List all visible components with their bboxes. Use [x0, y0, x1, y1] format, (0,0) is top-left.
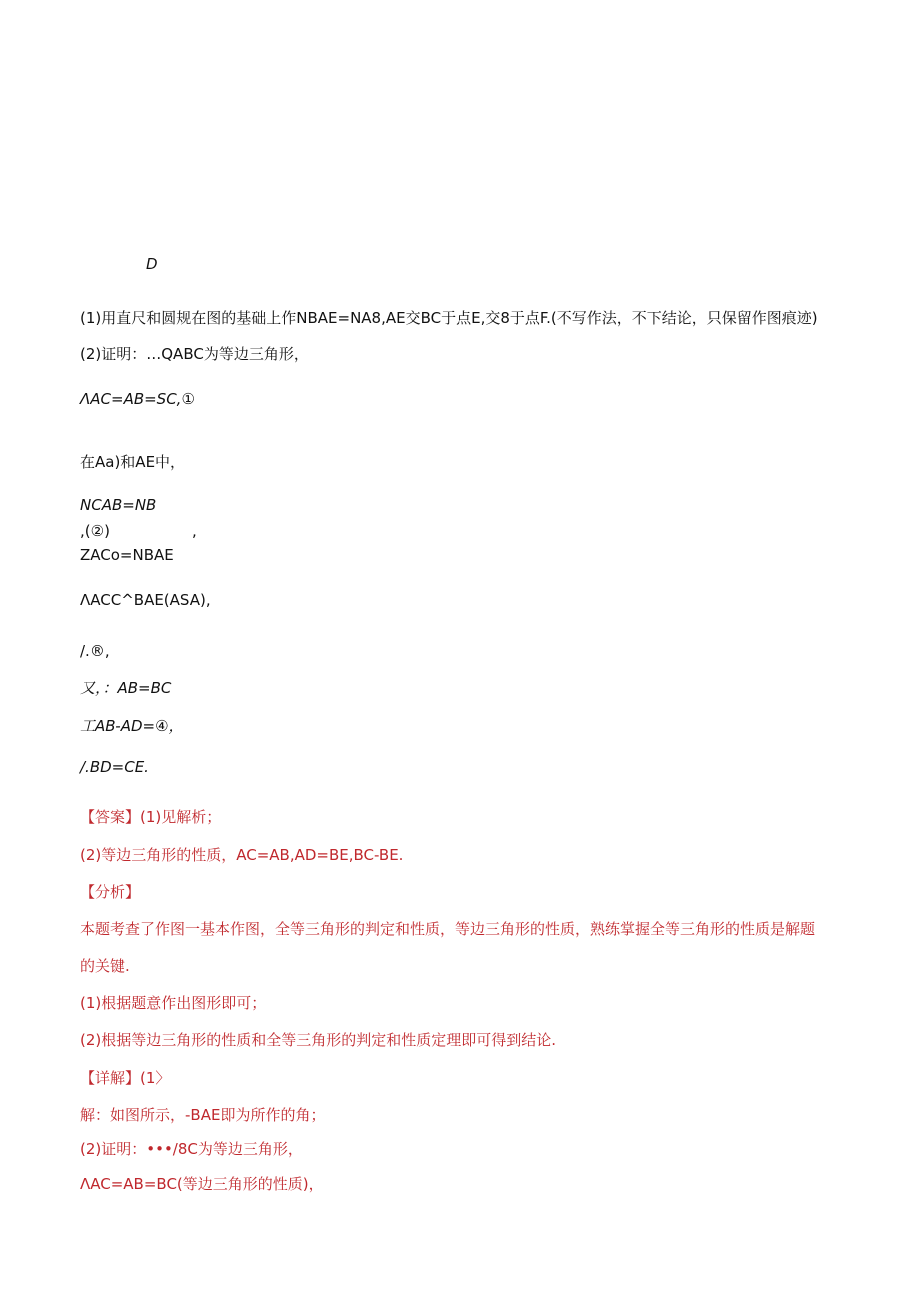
analysis-point-2: (2)根据等边三角形的性质和全等三角形的判定和性质定理即可得到结论.: [80, 1031, 557, 1049]
detail-solution-1: 解：如图所示，-BAE即为所作的角；: [80, 1106, 326, 1124]
answer-label: 【答案】(1)见解析；: [80, 808, 222, 826]
detail-heading: 【详解】(1〉: [80, 1069, 171, 1087]
figure-point-label-d: D: [146, 255, 158, 273]
proof-step-8: 又，：AB=BC: [80, 679, 172, 697]
problem-part1: (1)用直尺和圆规在图的基础上作NBAE=NA8,AE交BC于点E,交8于点F.(不写作法，不下结论，只保留作图痕迹): [80, 309, 818, 327]
proof-step-4b: ,: [192, 522, 197, 540]
detail-solution-2: (2)证明：•••/8C为等边三角形，: [80, 1140, 303, 1158]
proof-step-4a: ,(②): [80, 522, 110, 540]
proof-step-10: /.BD=CE.: [80, 758, 149, 776]
analysis-heading: 【分析】: [80, 883, 141, 901]
proof-step-9: 工AB-AD=④，: [80, 717, 184, 735]
analysis-paragraph-line-1: 本题考查了作图一基本作图，全等三角形的判定和性质，等边三角形的性质，熟练掌握全等三角形的性质是解题: [80, 920, 816, 938]
proof-step-1: ΛAC=AB=SC,①: [80, 390, 195, 408]
analysis-point-1: (1)根据题意作出图形即可；: [80, 994, 267, 1012]
detail-solution-3: ΛAC=AB=BC(等边三角形的性质)，: [80, 1175, 324, 1193]
problem-part2-intro: (2)证明：…QABC为等边三角形，: [80, 345, 309, 363]
analysis-paragraph-line-2: 的关键.: [80, 957, 130, 975]
answer-line-2: (2)等边三角形的性质，AC=AB,AD=BE,BC-BE.: [80, 846, 404, 864]
proof-step-6: ΛACC^BAE(ASA),: [80, 591, 211, 609]
proof-step-2: 在Aa)和AE中，: [80, 453, 186, 471]
proof-step-7: /.®,: [80, 642, 110, 660]
proof-step-3: NCAB=NB: [80, 496, 157, 514]
proof-step-5: ZACo=NBAE: [80, 546, 174, 564]
